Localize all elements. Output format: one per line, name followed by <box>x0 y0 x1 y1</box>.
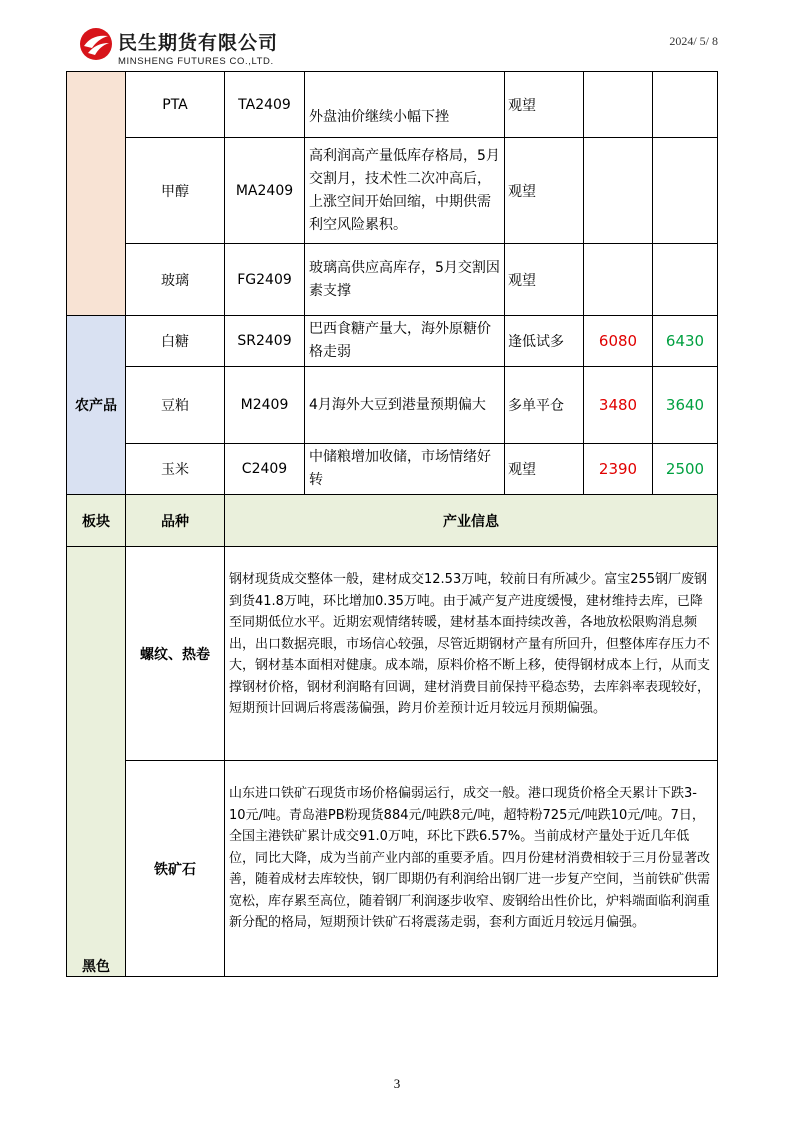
table-row <box>67 367 718 444</box>
resistance-price <box>653 244 718 316</box>
contract-code: TA2409 <box>225 72 305 138</box>
industry-paragraph: 钢材现货成交整体一般，建材成交12.53万吨，较前日有所减少。富宝255钢厂废钢到货41.8万吨，环比增加0.35万吨。由于减产复产进度缓慢，建材维持去库，已降至同期低位水平。近期宏观情绪转暖，建材基本面持续改善，各地放松限购消息频出，出口数据亮眼，市场信心较强，尽管近期钢材产量有所回升，但整体库存压力不大，钢材基本面相对健康。成本端，原料价格不断上移，使得钢材成本上行，从而支撑钢材价格，钢材利润略有回调，建材消费目前保持平稳态势，去库斜率表现较好，短期预计回调后将震荡偏强，跨月价差预计近月较远月预期偏强。 <box>225 547 718 761</box>
industry-paragraph: 山东进口铁矿石现货市场价格偏弱运行，成交一般。港口现货价格全天累计下跌3-10元/吨。青岛港PB粉现货884元/吨跌8元/吨，超特粉725元/吨跌10元/吨。7日，全国主港铁矿累计成交91.0万吨，环比下跌6.57%。当前成材产量处于近几年低位，同比大降，成为当前产业内部的重要矛盾。四月份建材消费相较于三月份显著改善，随着成材去库较快，钢厂即期仍有利润给出钢厂进一步复产空间，当前铁矿供需宽松，库存累至高位，随着钢厂利润逐步收窄、废钢给出性价比，炉料端面临利润重新分配的格局，短期预计铁矿石将震荡走弱，套利方面近月较远月偏强。 <box>225 761 718 977</box>
fundamental-info: 高利润高产量低库存格局，5月交割月，技术性二次冲高后，上涨空间开始回缩，中期供需利空风险累积。 <box>305 138 505 244</box>
variety-name: 玉米 <box>126 444 225 495</box>
support-price: 6080 <box>584 316 653 367</box>
resistance-price: 2500 <box>653 444 718 495</box>
strategy-view: 观望 <box>505 138 584 244</box>
contract-code: C2409 <box>225 444 305 495</box>
contract-code: M2409 <box>225 367 305 444</box>
table-row <box>67 138 718 244</box>
variety-name: 铁矿石 <box>126 761 225 977</box>
fundamental-info: 4月海外大豆到港量预期偏大 <box>305 367 505 444</box>
resistance-price: 3640 <box>653 367 718 444</box>
strategy-view: 逢低试多 <box>505 316 584 367</box>
contract-code: SR2409 <box>225 316 305 367</box>
variety-name: PTA <box>126 72 225 138</box>
table-row <box>67 547 718 761</box>
variety-name: 螺纹、热卷 <box>126 547 225 761</box>
contract-code: MA2409 <box>225 138 305 244</box>
variety-name: 玻璃 <box>126 244 225 316</box>
strategy-view: 多单平仓 <box>505 367 584 444</box>
table-row <box>67 72 718 138</box>
table-row <box>67 244 718 316</box>
header-sector: 板块 <box>67 495 126 547</box>
resistance-price <box>653 72 718 138</box>
table-header-row <box>67 495 718 547</box>
page-number: 3 <box>393 1076 401 1091</box>
variety-name: 甲醇 <box>126 138 225 244</box>
resistance-price <box>653 138 718 244</box>
support-price <box>584 72 653 138</box>
company-logo <box>78 26 318 72</box>
strategy-view: 观望 <box>505 72 584 138</box>
sector-label-agri: 农产品 <box>67 316 126 495</box>
futures-table <box>66 71 718 977</box>
strategy-view: 观望 <box>505 444 584 495</box>
header-variety: 品种 <box>126 495 225 547</box>
table-row <box>67 761 718 977</box>
fundamental-info: 巴西食糖产量大，海外原糖价格走弱 <box>305 316 505 367</box>
support-price: 3480 <box>584 367 653 444</box>
minsheng-logo-icon <box>78 26 114 62</box>
fundamental-info: 中储粮增加收储，市场情绪好转 <box>305 444 505 495</box>
header-industry-info: 产业信息 <box>225 495 718 547</box>
variety-name: 豆粕 <box>126 367 225 444</box>
fundamental-info: 外盘油价继续小幅下挫 <box>305 72 505 138</box>
resistance-price: 6430 <box>653 316 718 367</box>
support-price: 2390 <box>584 444 653 495</box>
table-row <box>67 316 718 367</box>
company-name-cn: 民生期货有限公司 <box>118 32 279 54</box>
variety-name: 白糖 <box>126 316 225 367</box>
report-date: 2024/ 5/ 8 <box>669 34 718 48</box>
sector-cell-chemicals <box>67 72 126 316</box>
support-price <box>584 138 653 244</box>
sector-label-black: 黑色 <box>67 547 126 977</box>
strategy-view: 观望 <box>505 244 584 316</box>
contract-code: FG2409 <box>225 244 305 316</box>
support-price <box>584 244 653 316</box>
table-row <box>67 444 718 495</box>
fundamental-info: 玻璃高供应高库存，5月交割因素支撑 <box>305 244 505 316</box>
company-name-en: MINSHENG FUTURES CO.,LTD. <box>118 56 274 67</box>
